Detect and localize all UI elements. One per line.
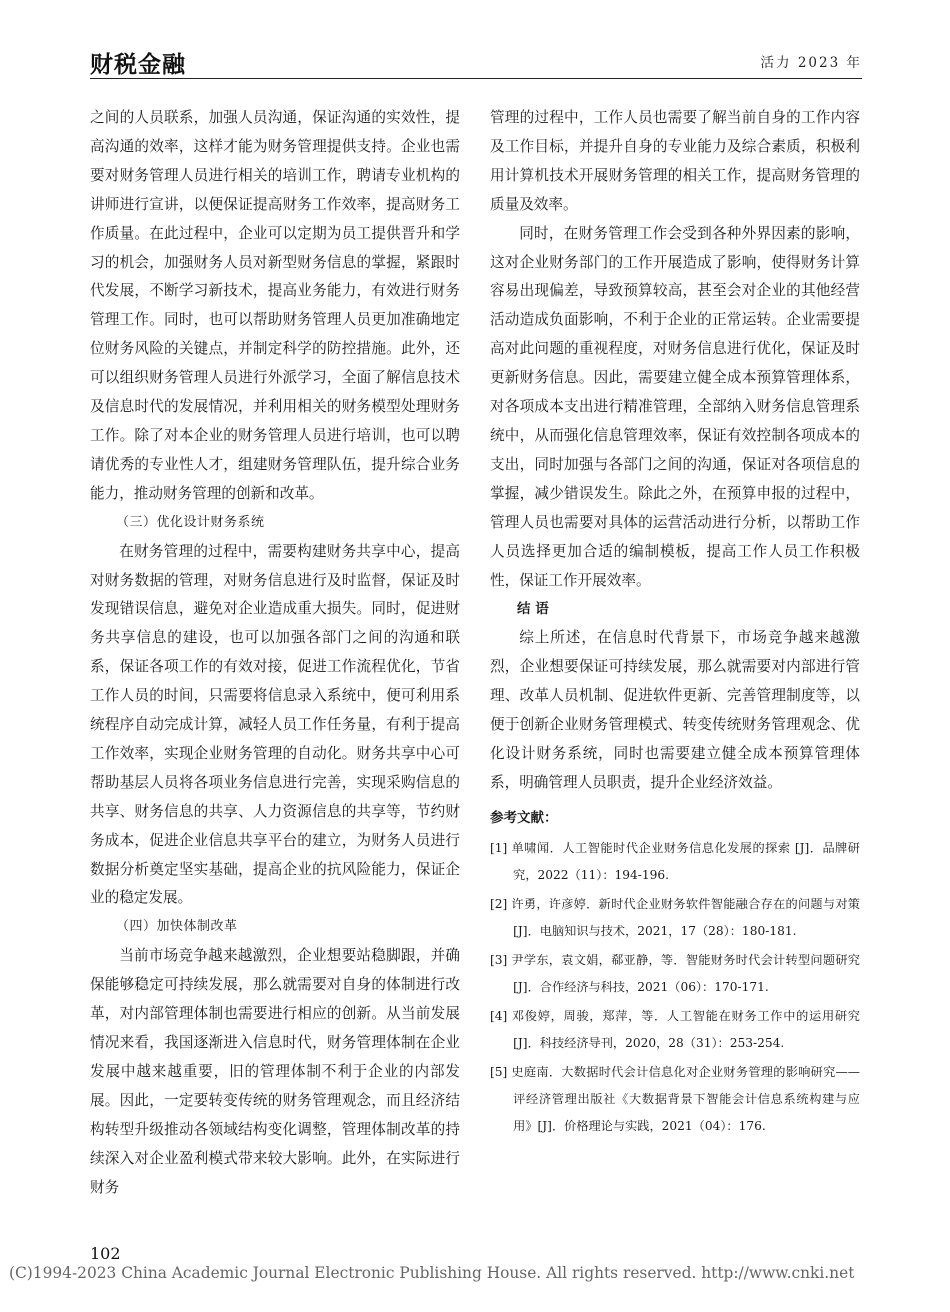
reference-item: [4] 邓俊婷，周骏，郑萍，等．人工智能在财务工作中的运用研究 [J]．科技经济导刊，2020，28（31）：253-254.	[490, 1008, 860, 1050]
body-paragraph: 同时，在财务管理工作会受到各种外界因素的影响，这对企业财务部门的工作开展造成了影响，使得财务计算容易出现偏差，导致预算较高，甚至会对企业的其他经营活动造成负面影响，不利于企业的正常运转。企业需要提高对此问题的重视程度，对财务信息进行优化，保证及时更新财务信息。因此，需要建立健全成本预算管理体系，对各项成本支出进行精准管理，全部纳入财务信息管理系统中，从而强化信息管理效率，保证有效控制各项成本的支出，同时加强与各部门之间的沟通，保证对各项信息的掌握，减少错误发生。除此之外，在预算申报的过程中，管理人员也需要对具体的运营活动进行分析，以帮助工作人员选择更加合适的编制模板，提高工作人员工作积极性，保证工作开展效率。	[490, 224, 860, 589]
left-column	[90, 104, 460, 1202]
body-paragraph: 之间的人员联系，加强人员沟通，保证沟通的实效性，提高沟通的效率，这样才能为财务管理提供支持。企业也需要对财务管理人员进行相关的培训工作，聘请专业机构的讲师进行宣讲，以便保证提高财务工作效率，提高财务工作质量。在此过程中，企业可以定期为员工提供晋升和学习的机会，加强财务人员对新型财务信息的掌握，紧跟时代发展，不断学习新技术，提高业务能力，有效进行财务管理工作。同时，也可以帮助财务管理人员更加准确地定位财务风险的关键点，并制定科学的防控措施。此外，还可以组织财务管理人员进行外派学习，全面了解信息技术及信息时代的发展情况，并利用相关的财务模型处理财务工作。除了对本企业的财务管理人员进行培训，也可以聘请优秀的专业性人才，组建财务管理队伍，提升综合业务能力，推动财务管理的创新和改革。	[90, 109, 460, 502]
body-paragraph: 综上所述，在信息时代背景下，市场竞争越来越激烈，企业想要保证可持续发展，那么就需要对内部进行管理、改革人员机制、促进软件更新、完善管理制度等，以便于创新企业财务管理模式、转变传统财务管理观念、优化设计财务系统，同时也需要建立健全成本预算管理体系，明确管理人员职责，提升企业经济效益。	[490, 629, 860, 791]
subsection-heading: （三）优化设计财务系统	[116, 514, 265, 530]
journal-issue: 活力 2023 年	[760, 55, 862, 71]
right-column	[490, 104, 860, 1142]
header-rule	[90, 78, 862, 79]
section-title: 财税金融	[90, 52, 186, 78]
copyright-notice: (C)1994-2023 China Academic Journal Electronic Publishing House. All rights reserved. http://www.cnki.net	[9, 1264, 855, 1282]
references-title: 参考文献：	[490, 809, 558, 826]
body-paragraph: 在财务管理的过程中，需要构建财务共享中心，提高对财务数据的管理，对财务信息进行及时监督，保证及时发现错误信息，避免对企业造成重大损失。同时，促进财务共享信息的建设，也可以加强各部门之间的沟通和联系，保证各项工作的有效对接，促进工作流程优化，节省工作人员的时间，只需要将信息录入系统中，便可利用系统程序自动完成计算，减轻人员工作任务量，有利于提高工作效率，实现企业财务管理的自动化。财务共享中心可帮助基层人员将各项业务信息进行完善，实现采购信息的共享、财务信息的共享、人力资源信息的共享等，节约财务成本，促进企业信息共享平台的建立，为财务人员进行数据分析奠定坚实基础，提高企业的抗风险能力，保证企业的稳定发展。	[90, 542, 460, 907]
conclusion-heading: 结 语	[517, 601, 549, 618]
body-paragraph: 管理的过程中，工作人员也需要了解当前自身的工作内容及工作目标，并提升自身的专业能力及综合素质，积极利用计算机技术开展财务管理的相关工作，提高财务管理的质量及效率。	[490, 109, 860, 213]
reference-item: [5] 史庭南．大数据时代会计信息化对企业财务管理的影响研究——评经济管理出版社《大数据背景下智能会计信息系统构建与应用》[J]．价格理论与实践，2021（04）：176.	[490, 1064, 860, 1133]
running-header	[90, 46, 862, 76]
body-paragraph: 当前市场竞争越来越激烈，企业想要站稳脚跟，并确保能够稳定可持续发展，那么就需要对自身的体制进行改革，对内部管理体制也需要进行相应的创新。从当前发展情况来看，我国逐渐进入信息时代，财务管理体制在企业发展中越来越重要，旧的管理体制不利于企业的内部发展。因此，一定要转变传统的财务管理观念，而且经济结构转型升级推动各领域结构变化调整，管理体制改革的持续深入对企业盈利模式带来较大影响。此外，在实际进行财务	[90, 947, 460, 1196]
subsection-heading: （四）加快体制改革	[116, 919, 238, 935]
reference-item: [2] 许勇，许彦婷．新时代企业财务软件智能融合存在的问题与对策 [J]．电脑知识与技术，2021，17（28）：180-181.	[490, 896, 860, 938]
reference-item: [1] 单啸闻．人工智能时代企业财务信息化发展的探索 [J]．品牌研究，2022（11）：194-196.	[490, 840, 860, 882]
page-number: 102	[90, 1244, 121, 1263]
reference-item: [3] 尹学东，袁文娟，郗亚静，等．智能财务时代会计转型问题研究 [J]．合作经济与科技，2021（06）：170-171.	[490, 952, 860, 994]
reference-list	[490, 835, 860, 1140]
